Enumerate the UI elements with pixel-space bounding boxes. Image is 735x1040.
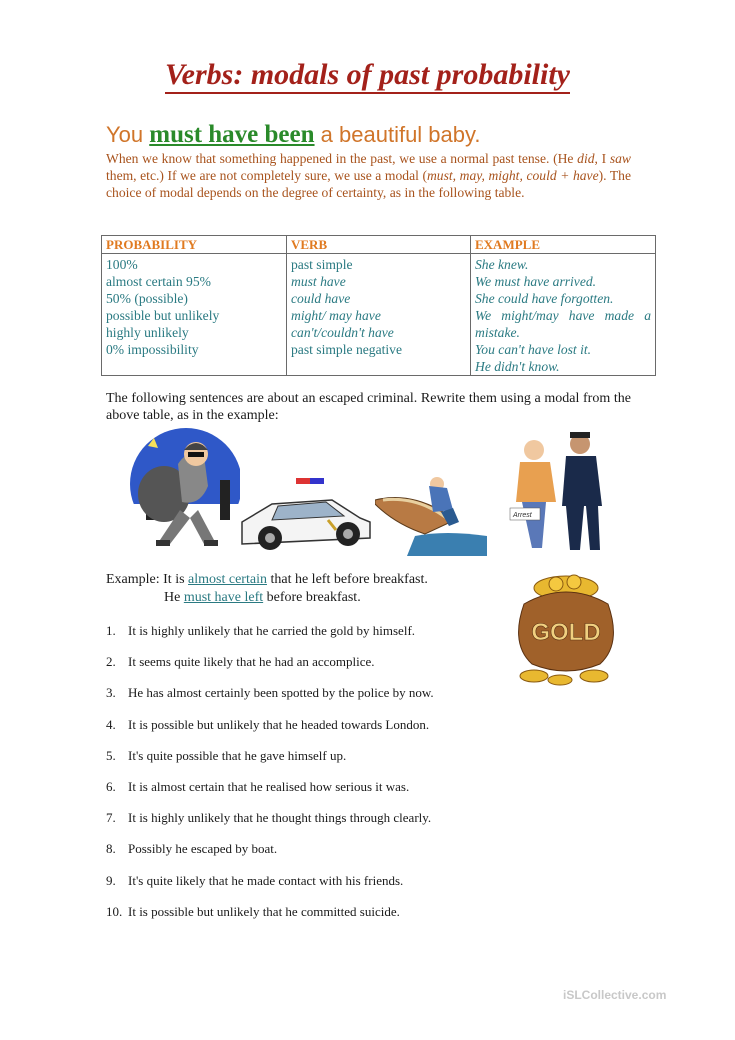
list-item: 8. Possibly he escaped by boat. <box>106 841 278 857</box>
subtitle: You must have been a beautiful baby. <box>106 121 481 148</box>
example-block: Example: It is almost certain that he left before breakfast. He must have left before breakfast. <box>106 572 428 605</box>
sentence-list <box>106 622 434 934</box>
list-item: 9. It's quite likely that he made contact with his friends. <box>106 872 404 888</box>
boat-illustration <box>375 456 487 556</box>
list-item: 10. It is possible but unlikely that he committed suicide. <box>106 903 400 919</box>
arrest-illustration <box>500 428 632 556</box>
probability-column: 100% almost certain 95% 50% (possible) possible but unlikely highly unlikely 0% impossibility <box>102 254 287 376</box>
subtitle-highlight: must have been <box>149 121 315 148</box>
table-header-verb: VERB <box>287 236 471 254</box>
example-link-must-have-left: must have left <box>183 590 264 605</box>
list-item: 4. It is possible but unlikely that he headed towards London. <box>106 716 430 732</box>
list-item: 3. He has almost certainly been spotted by the police by now. <box>106 685 434 701</box>
intro-paragraph: When we know that something happened in the past, we use a normal past tense. (He did, I saw them, etc.) If we are not completely sure, we use a modal (must, may, might, could + have). The choice of modal depends on the degree of certainty, as in the following table. <box>106 151 631 200</box>
instructions: The following sentences are about an escaped criminal. Rewrite them using a modal from the above table, as in the example: <box>106 391 631 423</box>
list-item: 6. It is almost certain that he realised how serious it was. <box>106 778 410 794</box>
burglar-illustration <box>128 424 240 554</box>
arrest-label: Arrest <box>513 512 532 519</box>
example-column: She knew. We must have arrived. She could have forgotten. We might/may have made a mistake. You can't have lost it. He didn't know. <box>471 254 656 376</box>
police-car-illustration <box>236 476 376 556</box>
verb-column: past simple must have could have might/ may have can't/couldn't have past simple negative <box>287 254 471 376</box>
probability-table <box>101 235 656 376</box>
list-item: 7. It is highly unlikely that he thought things through clearly. <box>106 810 432 826</box>
list-item: 1. It is highly unlikely that he carried the gold by himself. <box>106 623 416 638</box>
table-header-example: EXAMPLE <box>471 236 656 254</box>
gold-label: GOLD <box>531 619 601 646</box>
page-title: Verbs: modals of past probability <box>0 58 735 92</box>
example-link-almost-certain: almost certain <box>188 572 267 587</box>
list-item: 2. It seems quite likely that he had an accomplice. <box>106 654 375 670</box>
table-header-probability: PROBABILITY <box>102 236 287 254</box>
watermark: iSLCollective.com <box>563 988 667 1002</box>
list-item: 5. It's quite possible that he gave himself up. <box>106 747 347 763</box>
gold-pot-illustration <box>510 570 622 690</box>
